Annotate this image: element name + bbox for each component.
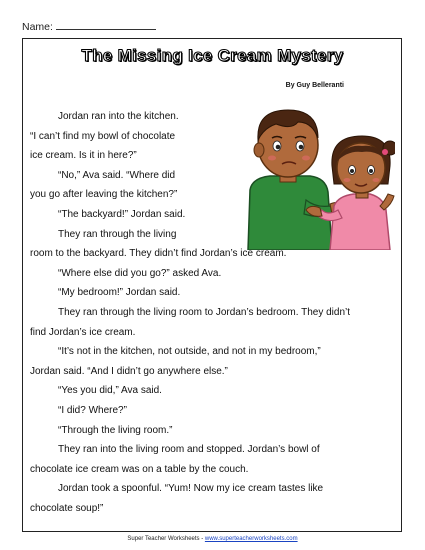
name-label: Name: (22, 21, 53, 33)
story-line: you go after leaving the kitchen?” (30, 189, 178, 201)
story-line: “I can’t find my bowl of chocolate (30, 130, 176, 142)
story-line: “Yes you did,” Ava said. (58, 385, 162, 397)
story-line: Jordan said. “And I didn’t go anywhere else.” (30, 365, 228, 377)
story-line: find Jordan’s ice cream. (30, 326, 136, 338)
name-blank-line[interactable] (56, 20, 156, 30)
story-line: Jordan took a spoonful. “Yum! Now my ice cream tastes like (58, 483, 324, 495)
story-line: Jordan ran into the kitchen. (58, 111, 179, 122)
story-line: They ran through the living room to Jordan’s bedroom. They didn’t (58, 306, 351, 318)
story-line: “The backyard!” Jordan said. (58, 208, 186, 220)
story-line: “No,” Ava said. “Where did (58, 169, 176, 181)
page-footer (0, 536, 425, 542)
story-line: “Through the living room.” (58, 424, 173, 436)
story-line: “Where else did you go?” asked Ava. (58, 267, 222, 279)
story-line: ice cream. Is it in here?” (30, 150, 137, 162)
story-line: chocolate ice cream was on a table by the couch. (30, 463, 249, 475)
story-title: The Missing Ice Cream Mystery (81, 46, 344, 65)
story-line: “It’s not in the kitchen, not outside, and not in my bedroom,” (58, 346, 321, 358)
story-line: They ran into the living room and stopped. Jordan’s bowl of (58, 444, 320, 456)
story-line: “My bedroom!” Jordan said. (58, 287, 181, 299)
name-field-row (22, 20, 156, 33)
story-line: They ran through the living (58, 228, 177, 240)
footer-link[interactable]: www.superteacherworksheets.com (204, 536, 298, 542)
story-byline: By Guy Belleranti (285, 82, 344, 89)
footer-text: Super Teacher Worksheets - (127, 536, 205, 542)
story-line: room to the backyard. They didn’t find Jordan’s ice cream. (30, 248, 287, 260)
story-line: chocolate soup!” (30, 502, 104, 514)
story-text (30, 107, 392, 518)
story-line: “I did? Where?” (58, 404, 127, 416)
